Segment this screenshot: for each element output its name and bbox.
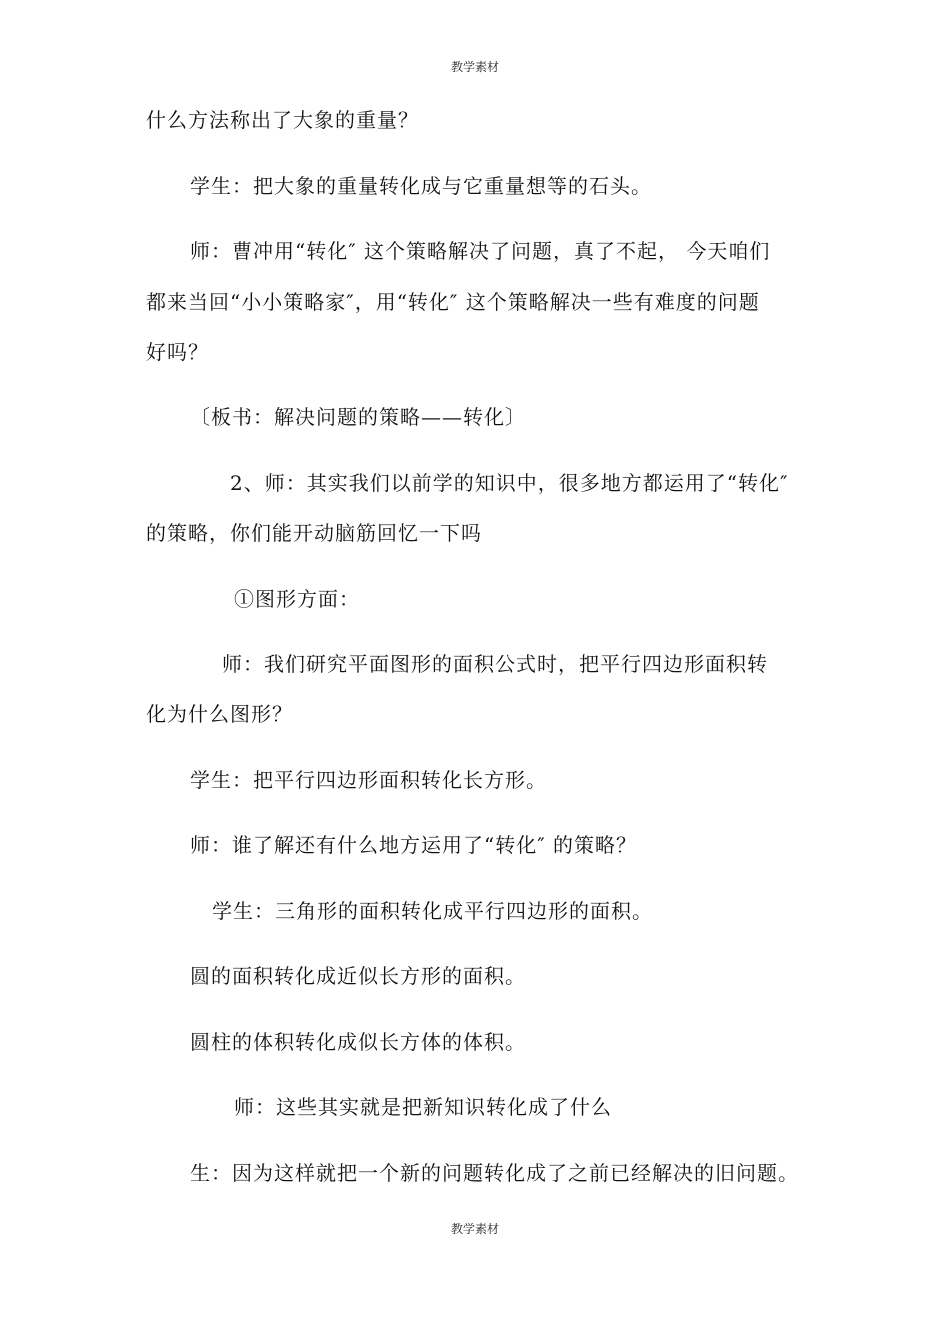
page-footer: 教学素材 <box>450 1222 499 1236</box>
text-line-8: 的策略，你们能开动脑筋回忆一下吗 <box>146 521 482 545</box>
text-line-3: 师：曹冲用“转化″ 这个策略解决了问题，真了不起， 今天咱们 <box>190 239 771 263</box>
text-line-17: 师：这些其实就是把新知识转化成了什么 <box>234 1095 612 1119</box>
text-line-9: ①图形方面： <box>234 587 360 611</box>
text-line-4: 都来当回“小小策略家″，用“转化″ 这个策略解决一些有难度的问题 <box>146 290 760 314</box>
text-line-7: 2、师：其实我们以前学的知识中，很多地方都运用了“转化″ <box>230 471 789 495</box>
text-line-2: 学生：把大象的重量转化成与它重量想等的石头。 <box>190 174 652 198</box>
text-line-15: 圆的面积转化成近似长方形的面积。 <box>190 964 526 988</box>
text-line-12: 学生：把平行四边形面积转化长方形。 <box>190 768 547 792</box>
page-header: 教学素材 <box>450 60 499 74</box>
text-line-14: 学生：三角形的面积转化成平行四边形的面积。 <box>212 899 653 923</box>
text-line-13: 师：谁了解还有什么地方运用了“转化″ 的策略？ <box>190 833 638 857</box>
text-line-5: 好吗？ <box>146 340 209 364</box>
text-line-16: 圆柱的体积转化成似长方体的体积。 <box>190 1030 526 1054</box>
text-line-10: 师：我们研究平面图形的面积公式时，把平行四边形面积转 <box>222 652 768 676</box>
text-line-1: 什么方法称出了大象的重量？ <box>146 108 419 132</box>
text-line-6: 〔板书：解决问题的策略——转化〕 <box>190 405 526 429</box>
text-line-11: 化为什么图形？ <box>146 702 293 726</box>
text-line-18: 生：因为这样就把一个新的问题转化成了之前已经解决的旧问题。 <box>190 1161 799 1185</box>
